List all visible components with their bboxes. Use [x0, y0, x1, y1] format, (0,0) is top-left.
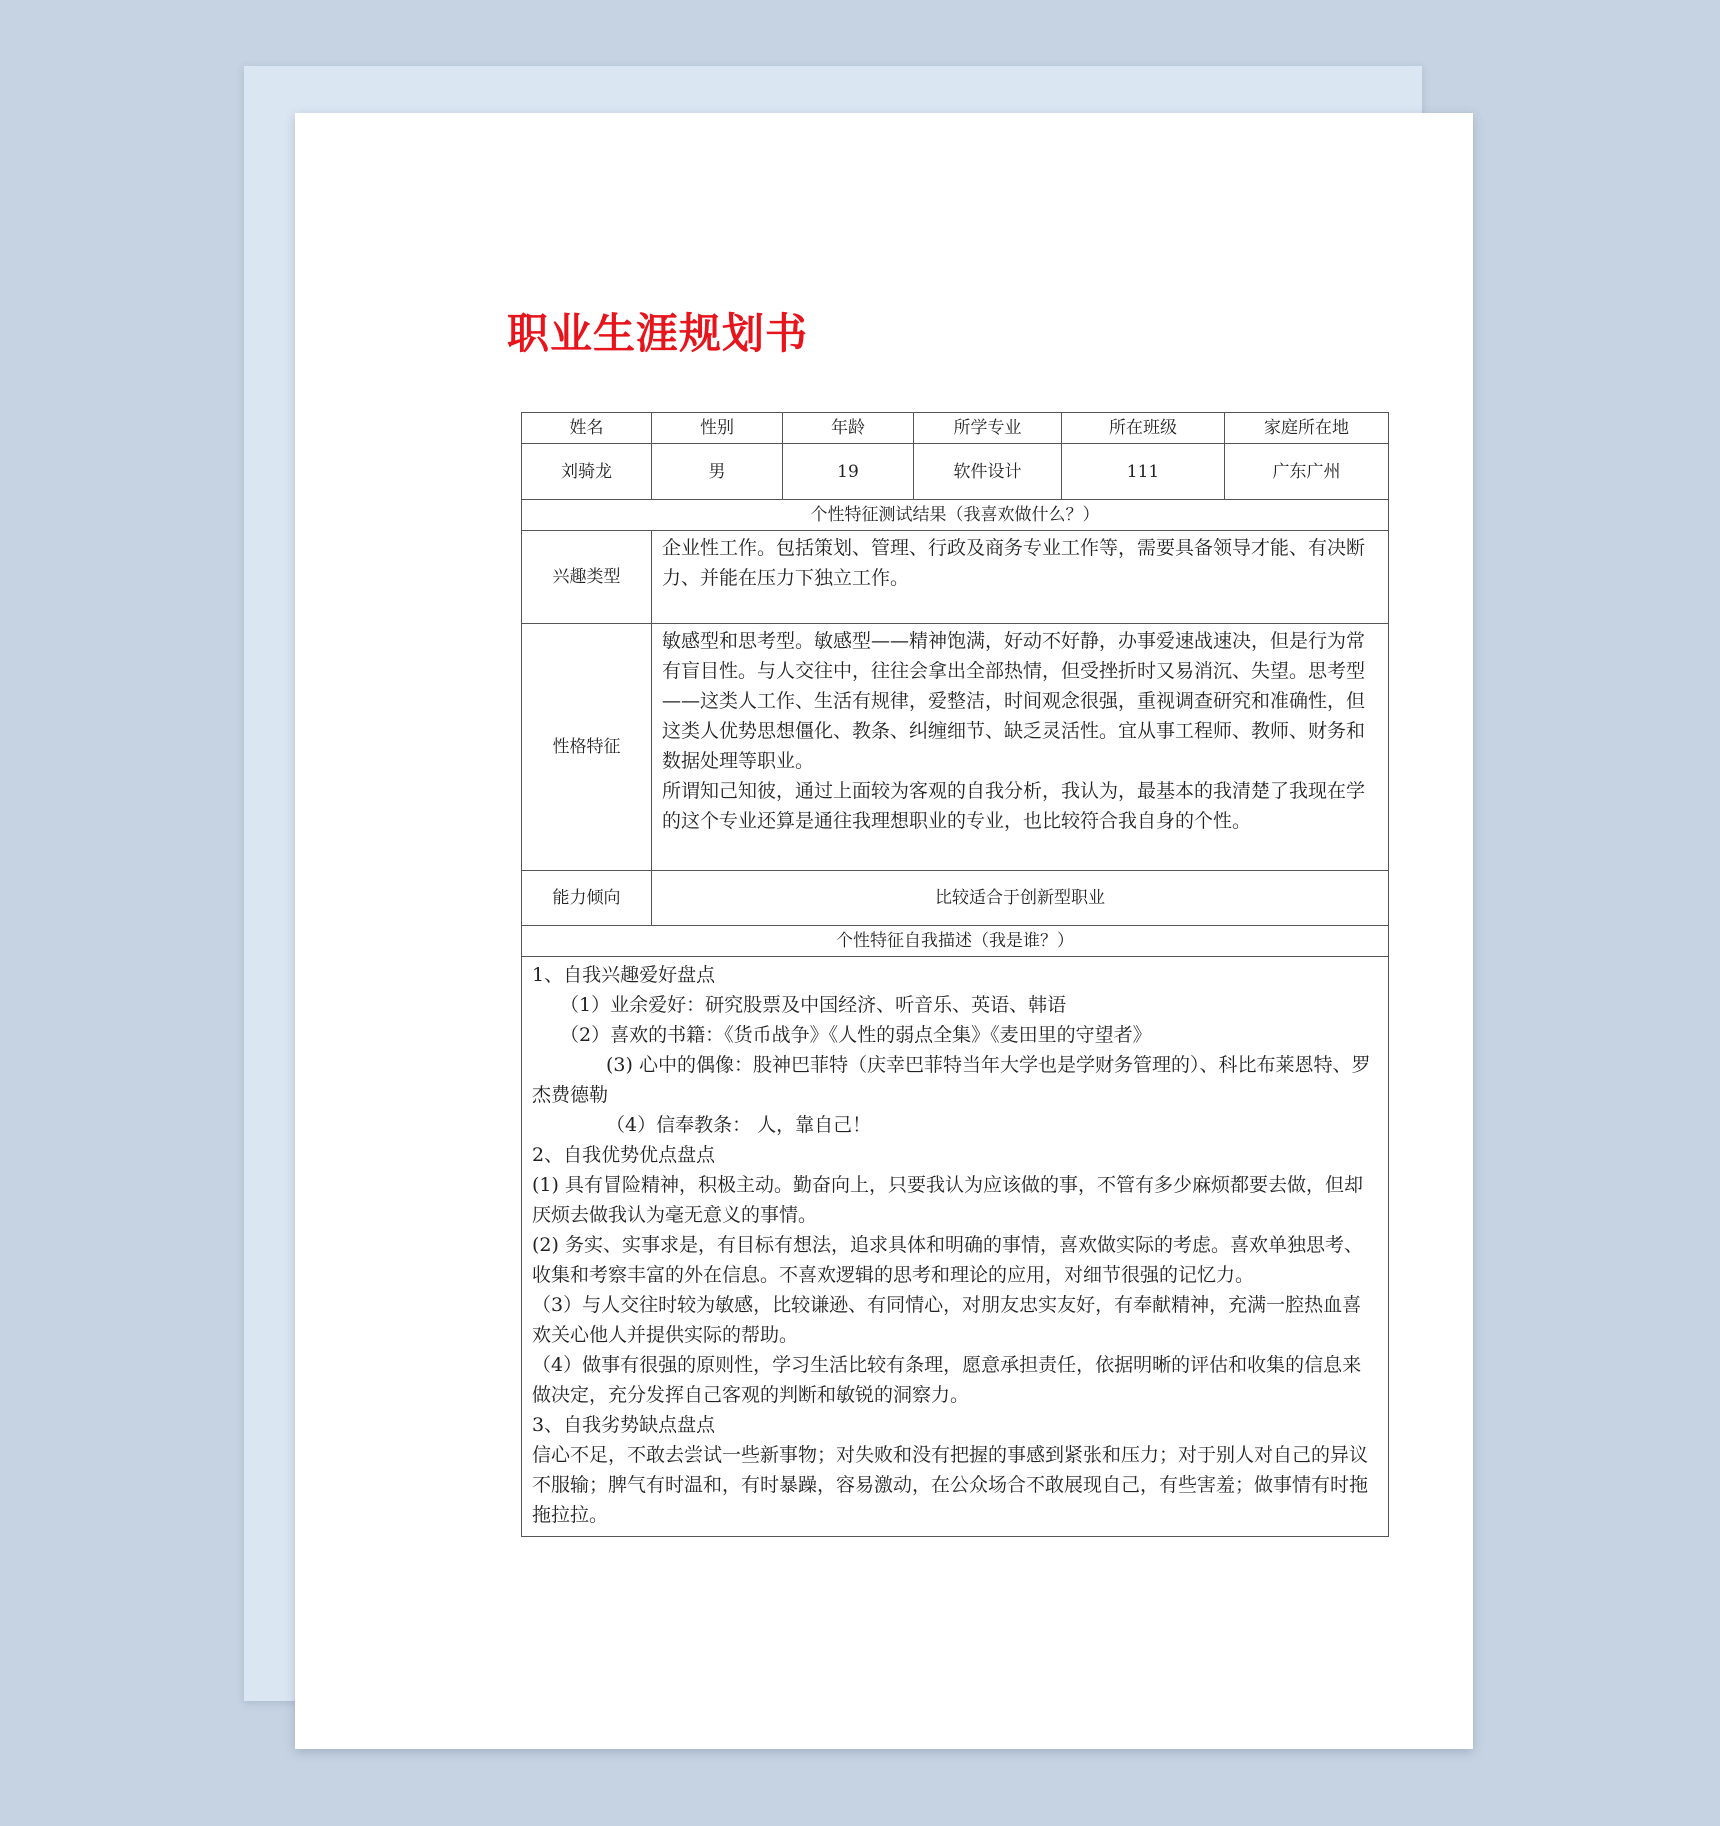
self-description-cell: [522, 957, 1389, 1537]
info-header-row: [522, 413, 1389, 444]
document-title: 职业生涯规划书: [507, 309, 809, 358]
value-class: 111: [1062, 444, 1225, 500]
self-desc-line: （1）业余爱好：研究股票及中国经济、听音乐、英语、韩语: [560, 994, 1067, 1016]
info-value-row: [522, 444, 1389, 500]
character-text-2: 所谓知己知彼，通过上面较为客观的自我分析，我认为，最基本的我清楚了我现在学的这个专业还算是通往我理想职业的专业，也比较符合我自身的个性。: [662, 780, 1366, 832]
self-desc-line: 信心不足，不敢去尝试一些新事物；对失败和没有把握的事感到紧张和压力；对于别人对自己的异议不服输；脾气有时温和，有时暴躁，容易激动，在公众场合不敢展现自己，有些害羞；做事情有时拖拖拉拉。: [532, 1444, 1369, 1526]
self-desc-line: 1、自我兴趣爱好盘点: [532, 964, 716, 986]
character-label: 性格特征: [522, 624, 652, 871]
ability-label: 能力倾向: [522, 871, 652, 926]
interest-text: 企业性工作。包括策划、管理、行政及商务专业工作等，需要具备领导才能、有决断力、并能在压力下独立工作。: [652, 531, 1389, 624]
character-text-1: 敏感型和思考型。敏感型——精神饱满，好动不好静，办事爱速战速决，但是行为常有盲目性。与人交往中，往往会拿出全部热情，但受挫折时又易消沉、失望。思考型——这类人工作、生活有规律，爱整洁，时间观念很强，重视调查研究和准确性，但这类人优势思想僵化、教条、纠缠细节、缺乏灵活性。宜从事工程师、教师、财务和数据处理等职业。: [662, 630, 1366, 772]
self-desc-line: 3、自我劣势缺点盘点: [532, 1414, 716, 1436]
header-hometown: 家庭所在地: [1225, 413, 1389, 444]
value-hometown: 广东广州: [1225, 444, 1389, 500]
character-row: [522, 624, 1389, 871]
value-gender: 男: [652, 444, 783, 500]
self-desc-line: （2）喜欢的书籍：《货币战争》《人性的弱点全集》《麦田里的守望者》: [560, 1024, 1152, 1046]
self-desc-line: （4）信奉教条： 人，靠自己！: [606, 1114, 872, 1136]
character-text-cell: [652, 624, 1389, 871]
document-page: [295, 113, 1473, 1749]
self-desc-line: 2、自我优势优点盘点: [532, 1144, 716, 1166]
self-description-section-row: [522, 926, 1389, 957]
header-age: 年龄: [783, 413, 914, 444]
self-desc-line: (1) 具有冒险精神，积极主动。勤奋向上，只要我认为应该做的事，不管有多少麻烦都要去做，但却厌烦去做我认为毫无意义的事情。: [532, 1174, 1363, 1226]
header-major: 所学专业: [914, 413, 1062, 444]
self-description-section-title: 个性特征自我描述（我是谁？）: [522, 926, 1389, 957]
self-description-row: [522, 957, 1389, 1537]
personality-test-section-row: [522, 500, 1389, 531]
self-desc-line: (3) 心中的偶像：股神巴菲特（庆幸巴菲特当年大学也是学财务管理的）、科比布莱恩特、罗杰费德勒: [532, 1054, 1371, 1106]
header-gender: 性别: [652, 413, 783, 444]
value-age: 19: [783, 444, 914, 500]
self-desc-line: （3）与人交往时较为敏感，比较谦逊、有同情心，对朋友忠实友好，有奉献精神，充满一腔热血喜欢关心他人并提供实际的帮助。: [532, 1294, 1362, 1346]
interest-row: [522, 531, 1389, 624]
header-class: 所在班级: [1062, 413, 1225, 444]
value-name: 刘骑龙: [522, 444, 652, 500]
value-major: 软件设计: [914, 444, 1062, 500]
personality-test-section-title: 个性特征测试结果（我喜欢做什么？）: [522, 500, 1389, 531]
self-desc-line: （4）做事有很强的原则性，学习生活比较有条理，愿意承担责任，依据明晰的评估和收集的信息来做决定，充分发挥自己客观的判断和敏锐的洞察力。: [532, 1354, 1362, 1406]
interest-label: 兴趣类型: [522, 531, 652, 624]
ability-row: [522, 871, 1389, 926]
header-name: 姓名: [522, 413, 652, 444]
career-plan-table: [521, 412, 1389, 1537]
ability-text: 比较适合于创新型职业: [652, 871, 1389, 926]
self-desc-line: (2) 务实、实事求是，有目标有想法，追求具体和明确的事情，喜欢做实际的考虑。喜欢单独思考、收集和考察丰富的外在信息。不喜欢逻辑的思考和理论的应用，对细节很强的记忆力。: [532, 1234, 1363, 1286]
